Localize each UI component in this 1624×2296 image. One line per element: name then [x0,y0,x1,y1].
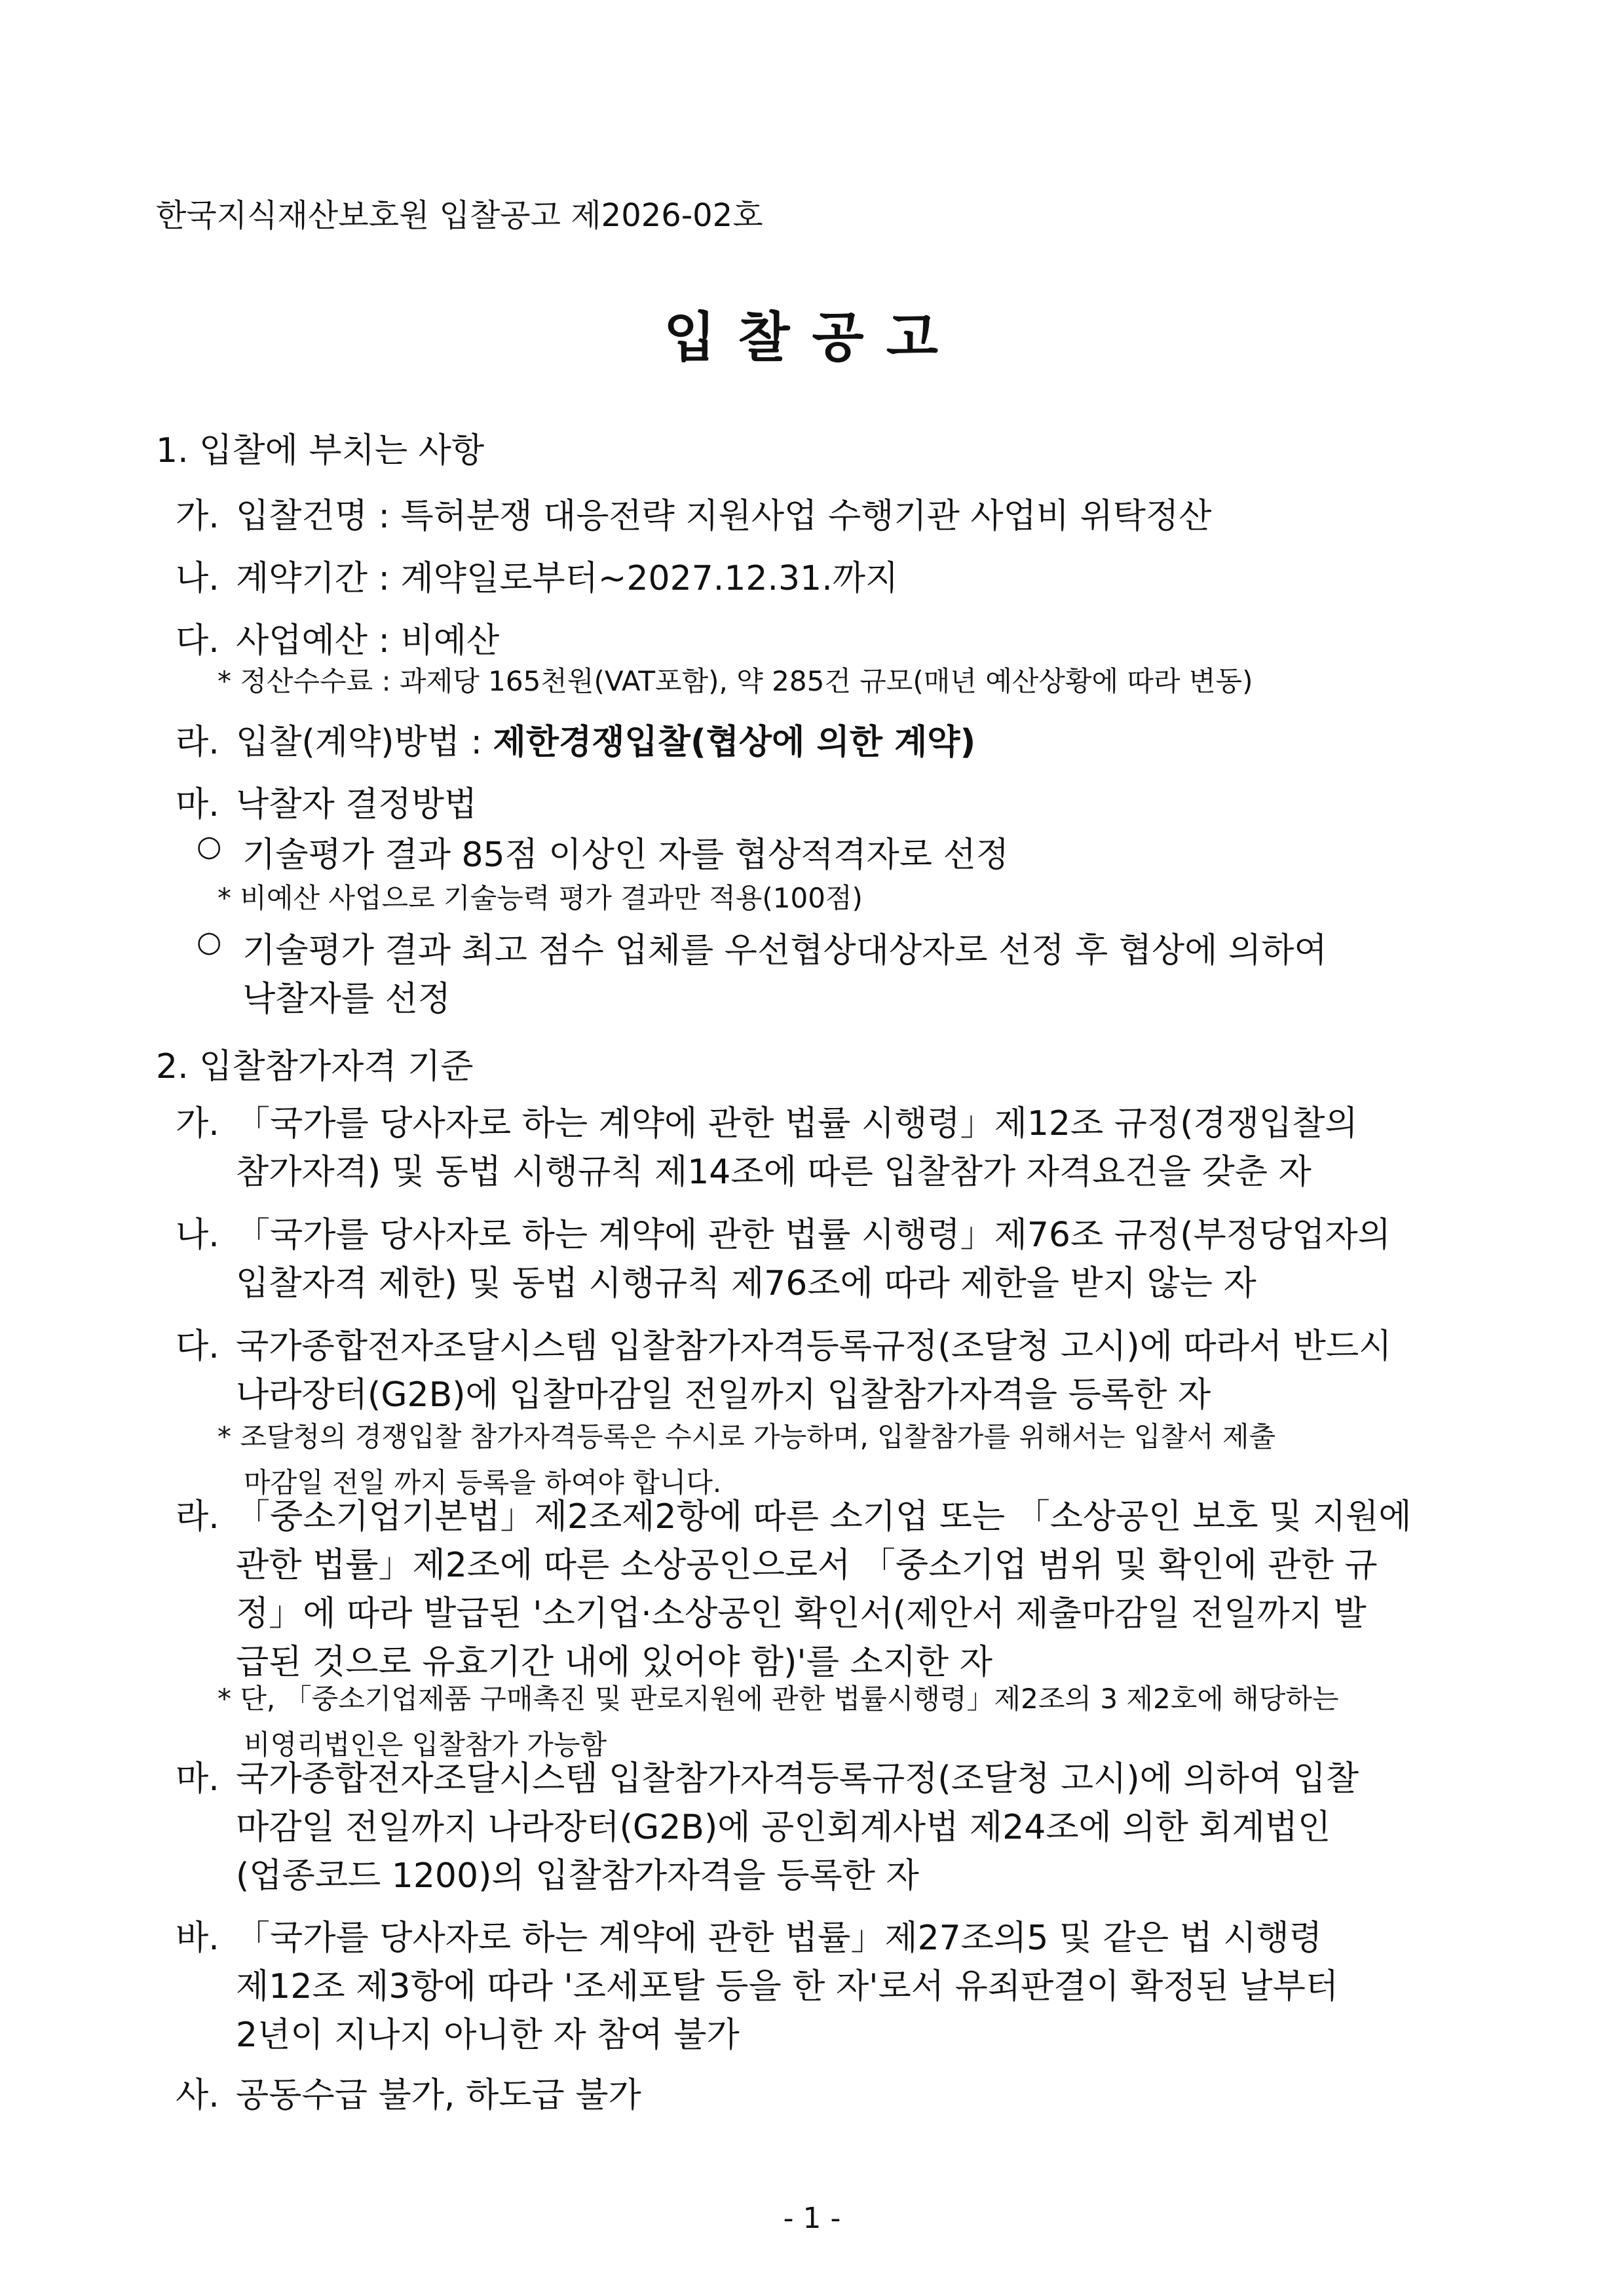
item-line1: 「국가를 당사자로 하는 계약에 관한 법률」제27조의5 및 같은 법 시행령 [236,1919,1323,1958]
item-line4: 급된 것으로 유효기간 내에 있어야 함)'를 소지한 자 [236,1643,992,1682]
bullet-mark: ○ [197,830,222,863]
item-line2: 마감일 전일까지 나라장터(G2B)에 공인회계사법 제24조에 의한 회계법인 [236,1808,1331,1847]
item-label: 바. [176,1919,219,1958]
note-line1: * 조달청의 경쟁입찰 참가자격등록은 수시로 가능하며, 입찰참가를 위해서는 입찰서 제출 [217,1421,1276,1453]
section2-heading: 2. 입찰참가자격 기준 [156,1047,474,1086]
item-label: 나. [176,1215,219,1255]
item-label: 사. [176,2076,219,2115]
note-line1: * 단, 「중소기업제품 구매촉진 및 판로지원에 관한 법률시행령」제2조의 3 제2호에 해당하는 [217,1683,1339,1715]
item-label: 다. [176,621,219,660]
page-number: - 1 - [783,2202,841,2235]
item-line2: 입찰자격 제한) 및 동법 시행규칙 제76조에 따라 제한을 받지 않는 자 [236,1264,1256,1303]
item-line1: 국가종합전자조달시스템 입찰참가자격등록규정(조달청 고시)에 의하여 입찰 [236,1759,1359,1799]
item-label: 가. [176,497,219,536]
item-line2: 관한 법률」제2조에 따른 소상공인으로서 「중소기업 범위 및 확인에 관한 규 [236,1546,1378,1585]
bullet-mark: ○ [197,925,222,959]
item-label: 라. [176,723,219,762]
item-line3: 2년이 지나지 아니한 자 참여 불가 [236,2016,740,2055]
s1-ma-note: * 비예산 사업으로 기술능력 평가 결과만 적용(100점) [217,882,863,914]
item-label: 마. [176,785,219,824]
item-text-bold: 제한경쟁입찰(협상에 의한 계약) [493,723,976,762]
item-text: 계약기간 : 계약일로부터~2027.12.31.까지 [236,559,899,598]
item-line1: 국가종합전자조달시스템 입찰참가자격등록규정(조달청 고시)에 따라서 반드시 [236,1327,1392,1366]
item-text [236,714,975,763]
item-line1: 「중소기업기본법」제2조제2항에 따른 소기업 또는 「소상공인 보호 및 지원에 [236,1497,1412,1537]
section1-heading: 1. 입찰에 부치는 사항 [156,431,485,470]
notice-number: 한국지식재산보호원 입찰공고 제2026-02호 [156,197,763,234]
bullet-text-line2: 낙찰자를 선정 [242,980,451,1019]
s2-ra-note [217,1677,1338,1763]
item-text: 낙찰자 결정방법 [236,785,478,824]
item-text: 사업예산 : 비예산 [236,621,500,660]
item-line1: 「국가를 당사자로 하는 계약에 관한 법률 시행령」제12조 규정(경쟁입찰의 [236,1104,1358,1143]
s2-da-note [217,1415,1275,1501]
item-line2: 제12조 제3항에 따라 '조세포탈 등을 한 자'로서 유죄판결이 확정된 날부터 [236,1967,1339,2006]
item-text: 입찰건명 : 특허분쟁 대응전략 지원사업 수행기관 사업비 위탁정산 [236,497,1212,536]
item-label: 다. [176,1327,219,1366]
item-line1: 「국가를 당사자로 하는 계약에 관한 법률 시행령」제76조 규정(부정당업자의 [236,1215,1391,1255]
item-label: 나. [176,559,219,598]
item-label: 마. [176,1759,219,1799]
item-text: 공동수급 불가, 하도급 불가 [236,2076,641,2115]
item-line3: 정」에 따라 발급된 '소기업·소상공인 확인서(제안서 제출마감일 전일까지 발 [236,1594,1367,1634]
s1-da-note: * 정산수수료 : 과제당 165천원(VAT포함), 약 285건 규모(매년 예산상황에 따라 변동) [217,665,1253,697]
note-line2: 비영리법인은 입찰참가 가능함 [244,1729,607,1761]
bullet-text: 기술평가 결과 85점 이상인 자를 협상적격자로 선정 [242,835,1009,875]
bullet-text-line1: 기술평가 결과 최고 점수 업체를 우선협상대상자로 선정 후 협상에 의하여 [242,931,1327,970]
item-label: 라. [176,1497,219,1537]
item-line3: (업종코드 1200)의 입찰참가자격을 등록한 자 [236,1856,919,1896]
item-label: 가. [176,1104,219,1143]
page-title: 입찰공고 [664,307,960,369]
item-line2: 참가자격) 및 동법 시행규칙 제14조에 따른 입찰참가 자격요건을 갖춘 자 [236,1153,1312,1192]
item-line2: 나라장터(G2B)에 입찰마감일 전일까지 입찰참가자격을 등록한 자 [236,1375,1211,1415]
item-text-plain: 입찰(계약)방법 : [236,723,493,762]
note-line2: 마감일 전일 까지 등록을 하여야 합니다. [244,1466,722,1499]
